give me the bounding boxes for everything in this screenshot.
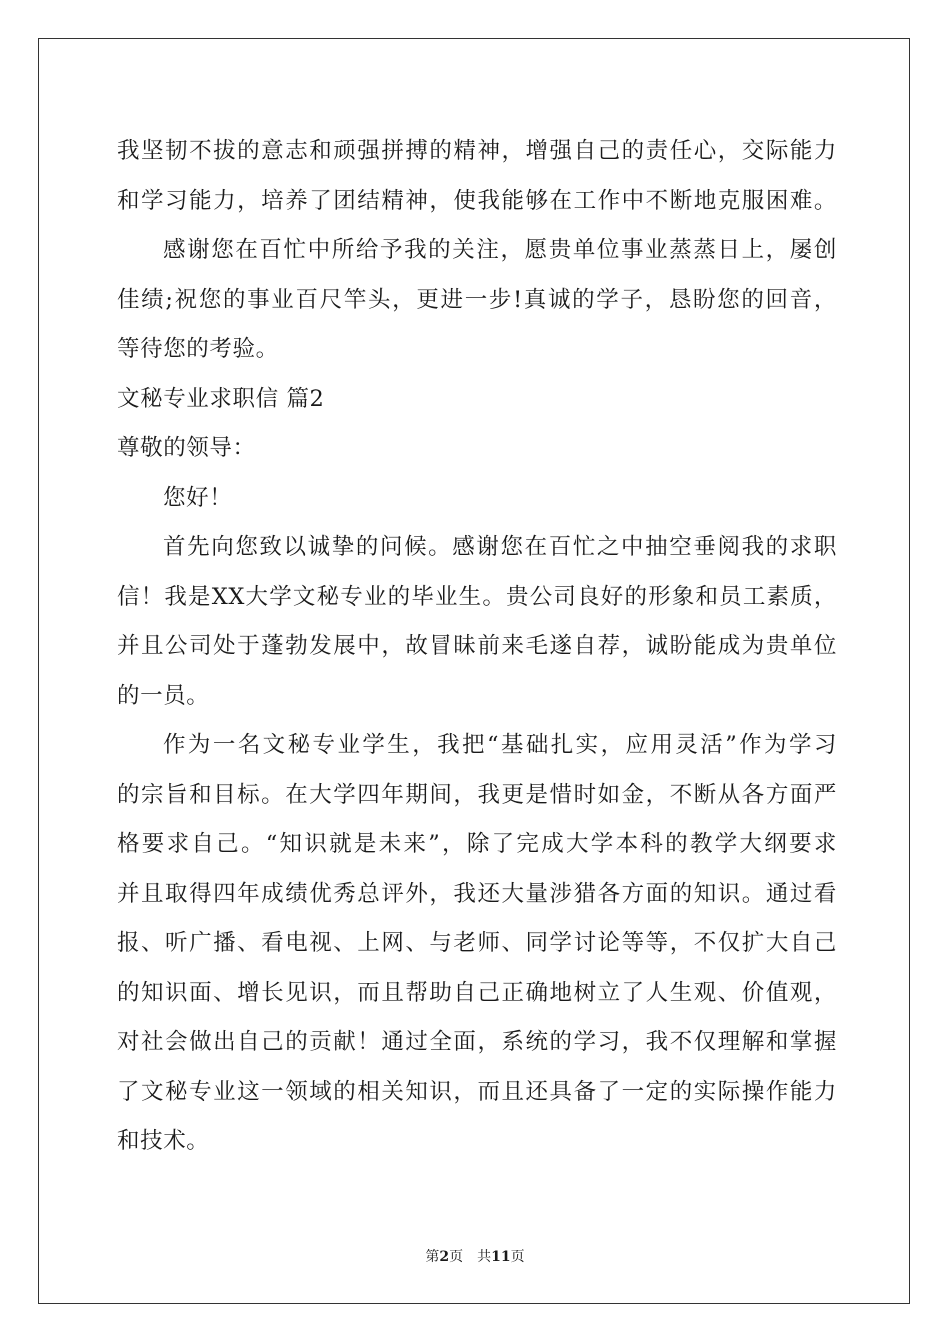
paragraph-line: 作为一名文秘专业学生，我把“基础扎实，应用灵活”作为学习: [163, 732, 837, 758]
page-suffix: 页: [449, 1249, 464, 1265]
paragraph-line: 并且公司处于蓬勃发展中，故冒昧前来毛遂自荐，诚盼能成为贵单位: [117, 633, 837, 659]
total-prefix: 共: [477, 1249, 492, 1265]
paragraph-line: 首先向您致以诚挚的问候。感谢您在百忙之中抽空垂阅我的求职: [163, 534, 837, 560]
current-page-number: 2: [439, 1249, 450, 1265]
paragraph-line: 我坚韧不拔的意志和顽强拼搏的精神，增强自己的责任心，交际能力: [117, 138, 837, 164]
paragraph-line: 和技术。: [117, 1128, 210, 1154]
page-prefix: 第: [425, 1249, 440, 1265]
paragraph-line: 对社会做出自己的贡献！通过全面，系统的学习，我不仅理解和掌握: [117, 1029, 837, 1055]
paragraph-line: 并且取得四年成绩优秀总评外，我还大量涉猎各方面的知识。通过看: [117, 880, 837, 907]
paragraph-line: 感谢您在百忙中所给予我的关注，愿贵单位事业蒸蒸日上，屡创: [163, 237, 837, 263]
greeting: 您好！: [163, 484, 233, 511]
paragraph-line: 了文秘专业这一领域的相关知识，而且还具备了一定的实际操作能力: [117, 1078, 837, 1105]
paragraph-line: 的一员。: [117, 682, 210, 709]
document-body: [117, 127, 837, 1167]
paragraph-line: 报、听广播、看电视、上网、与老师、同学讨论等等，不仅扩大自己: [117, 930, 837, 956]
paragraph-line: 等待您的考验。: [117, 336, 279, 362]
page-footer: [0, 1247, 950, 1267]
paragraph-line: 格要求自己。“知识就是未来”，除了完成大学本科的教学大纲要求: [117, 831, 837, 857]
paragraph-line: 的宗旨和目标。在大学四年期间，我更是惜时如金，不断从各方面严: [117, 781, 837, 808]
salutation: 尊敬的领导：: [117, 435, 256, 461]
total-suffix: 页: [510, 1249, 525, 1265]
section-heading: 文秘专业求职信 篇2: [117, 385, 325, 412]
paragraph-line: 佳绩;祝您的事业百尺竿头，更进一步!真诚的学子，恳盼您的回音，: [117, 286, 837, 313]
paragraph-line: 信！我是XX大学文秘专业的毕业生。贵公司良好的形象和员工素质，: [117, 583, 837, 610]
total-page-count: 11: [491, 1249, 511, 1265]
paragraph-line: 的知识面、增长见识，而且帮助自己正确地树立了人生观、价值观，: [117, 979, 837, 1006]
paragraph-line: 和学习能力，培养了团结精神，使我能够在工作中不断地克服困难。: [117, 187, 837, 214]
